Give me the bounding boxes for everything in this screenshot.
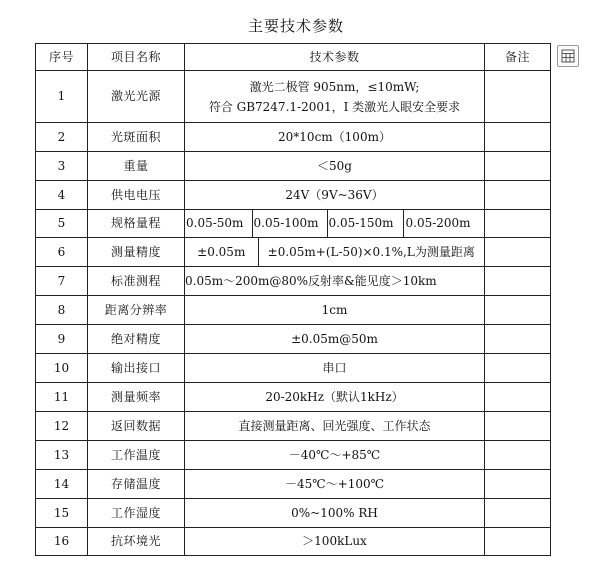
row-name: 重量 [88,152,185,181]
table-row [36,383,551,412]
table-view-icon[interactable] [557,45,579,67]
row-value: 直接测量距离、回光强度、工作状态 [185,412,485,441]
row-name: 存储温度 [88,470,185,499]
row-no: 15 [36,499,88,528]
row-name: 距离分辨率 [88,296,185,325]
row-note [485,354,551,383]
row-value: ＜50g [185,152,485,181]
row-no: 8 [36,296,88,325]
row-name: 输出接口 [88,354,185,383]
row-note [485,238,551,267]
table-row [36,499,551,528]
row-value: ±0.05m@50m [185,325,485,354]
table-row [36,71,551,123]
table-row [36,354,551,383]
table-row [36,152,551,181]
row-name: 标准测程 [88,267,185,296]
spec-table [35,43,551,556]
table-row [36,528,551,556]
row-note [485,528,551,556]
row-note [485,499,551,528]
row-value: 串口 [185,354,485,383]
accuracy-cell: ±0.05m+(L-50)×0.1%,L为测量距离 [258,238,484,266]
row-value: 24V（9V~36V） [185,181,485,210]
row-value [185,71,485,123]
row-no: 6 [36,238,88,267]
row-value-group [185,210,485,238]
row-name: 光斑面积 [88,123,185,152]
range-cell: 0.05-200m [403,210,484,237]
table-row [36,441,551,470]
row-no: 16 [36,528,88,556]
row-name: 测量精度 [88,238,185,267]
row-name: 工作温度 [88,441,185,470]
table-row [36,412,551,441]
row-name: 测量频率 [88,383,185,412]
row-name: 工作湿度 [88,499,185,528]
row-no: 13 [36,441,88,470]
row-note [485,181,551,210]
row-value: 0.05m～200m@80%反射率&能见度＞10km [185,267,485,296]
row-no: 2 [36,123,88,152]
row-no: 1 [36,71,88,123]
row-value-line: 符合 GB7247.1-2001，I 类激光人眼安全要求 [208,99,461,114]
row-name: 绝对精度 [88,325,185,354]
row-value-line: 激光二极管 905nm，≤10mW; [249,79,420,94]
row-no: 9 [36,325,88,354]
row-no: 4 [36,181,88,210]
row-name: 激光光源 [88,71,185,123]
table-row [36,470,551,499]
row-value: 20*10cm（100m） [185,123,485,152]
row-note [485,123,551,152]
row-note [485,470,551,499]
row-note [485,267,551,296]
row-name: 返回数据 [88,412,185,441]
header-spec: 技术参数 [185,44,485,71]
table-row [36,210,551,238]
range-subtable [185,210,484,237]
row-name: 抗环境光 [88,528,185,556]
row-value: 0%~100% RH [185,499,485,528]
row-note [485,152,551,181]
row-name: 供电电压 [88,181,185,210]
row-value: ＞100kLux [185,528,485,556]
row-value: 20-20kHz（默认1kHz） [185,383,485,412]
table-row [36,123,551,152]
row-value: 1cm [185,296,485,325]
row-no: 5 [36,210,88,238]
row-note [485,71,551,123]
header-name: 项目名称 [88,44,185,71]
table-row [36,238,551,267]
range-cell: 0.05-100m [252,210,327,237]
row-no: 7 [36,267,88,296]
row-note [485,296,551,325]
table-row [36,267,551,296]
row-note [485,441,551,470]
row-value: －45℃～+100℃ [185,470,485,499]
table-row [36,325,551,354]
row-value: －40℃～+85℃ [185,441,485,470]
row-no: 11 [36,383,88,412]
table-row [36,296,551,325]
document-title: 主要技术参数 [247,17,344,35]
range-cell: 0.05-50m [185,210,252,237]
row-note [485,325,551,354]
row-no: 10 [36,354,88,383]
table-header-row [36,44,551,71]
row-note [485,383,551,412]
accuracy-subtable [185,238,484,266]
accuracy-cell: ±0.05m [185,238,258,266]
row-no: 3 [36,152,88,181]
range-cell: 0.05-150m [327,210,403,237]
row-note [485,210,551,238]
row-name: 规格量程 [88,210,185,238]
row-value-group [185,238,485,267]
header-no: 序号 [36,44,88,71]
table-row [36,181,551,210]
header-note: 备注 [485,44,551,71]
row-no: 14 [36,470,88,499]
row-note [485,412,551,441]
row-no: 12 [36,412,88,441]
